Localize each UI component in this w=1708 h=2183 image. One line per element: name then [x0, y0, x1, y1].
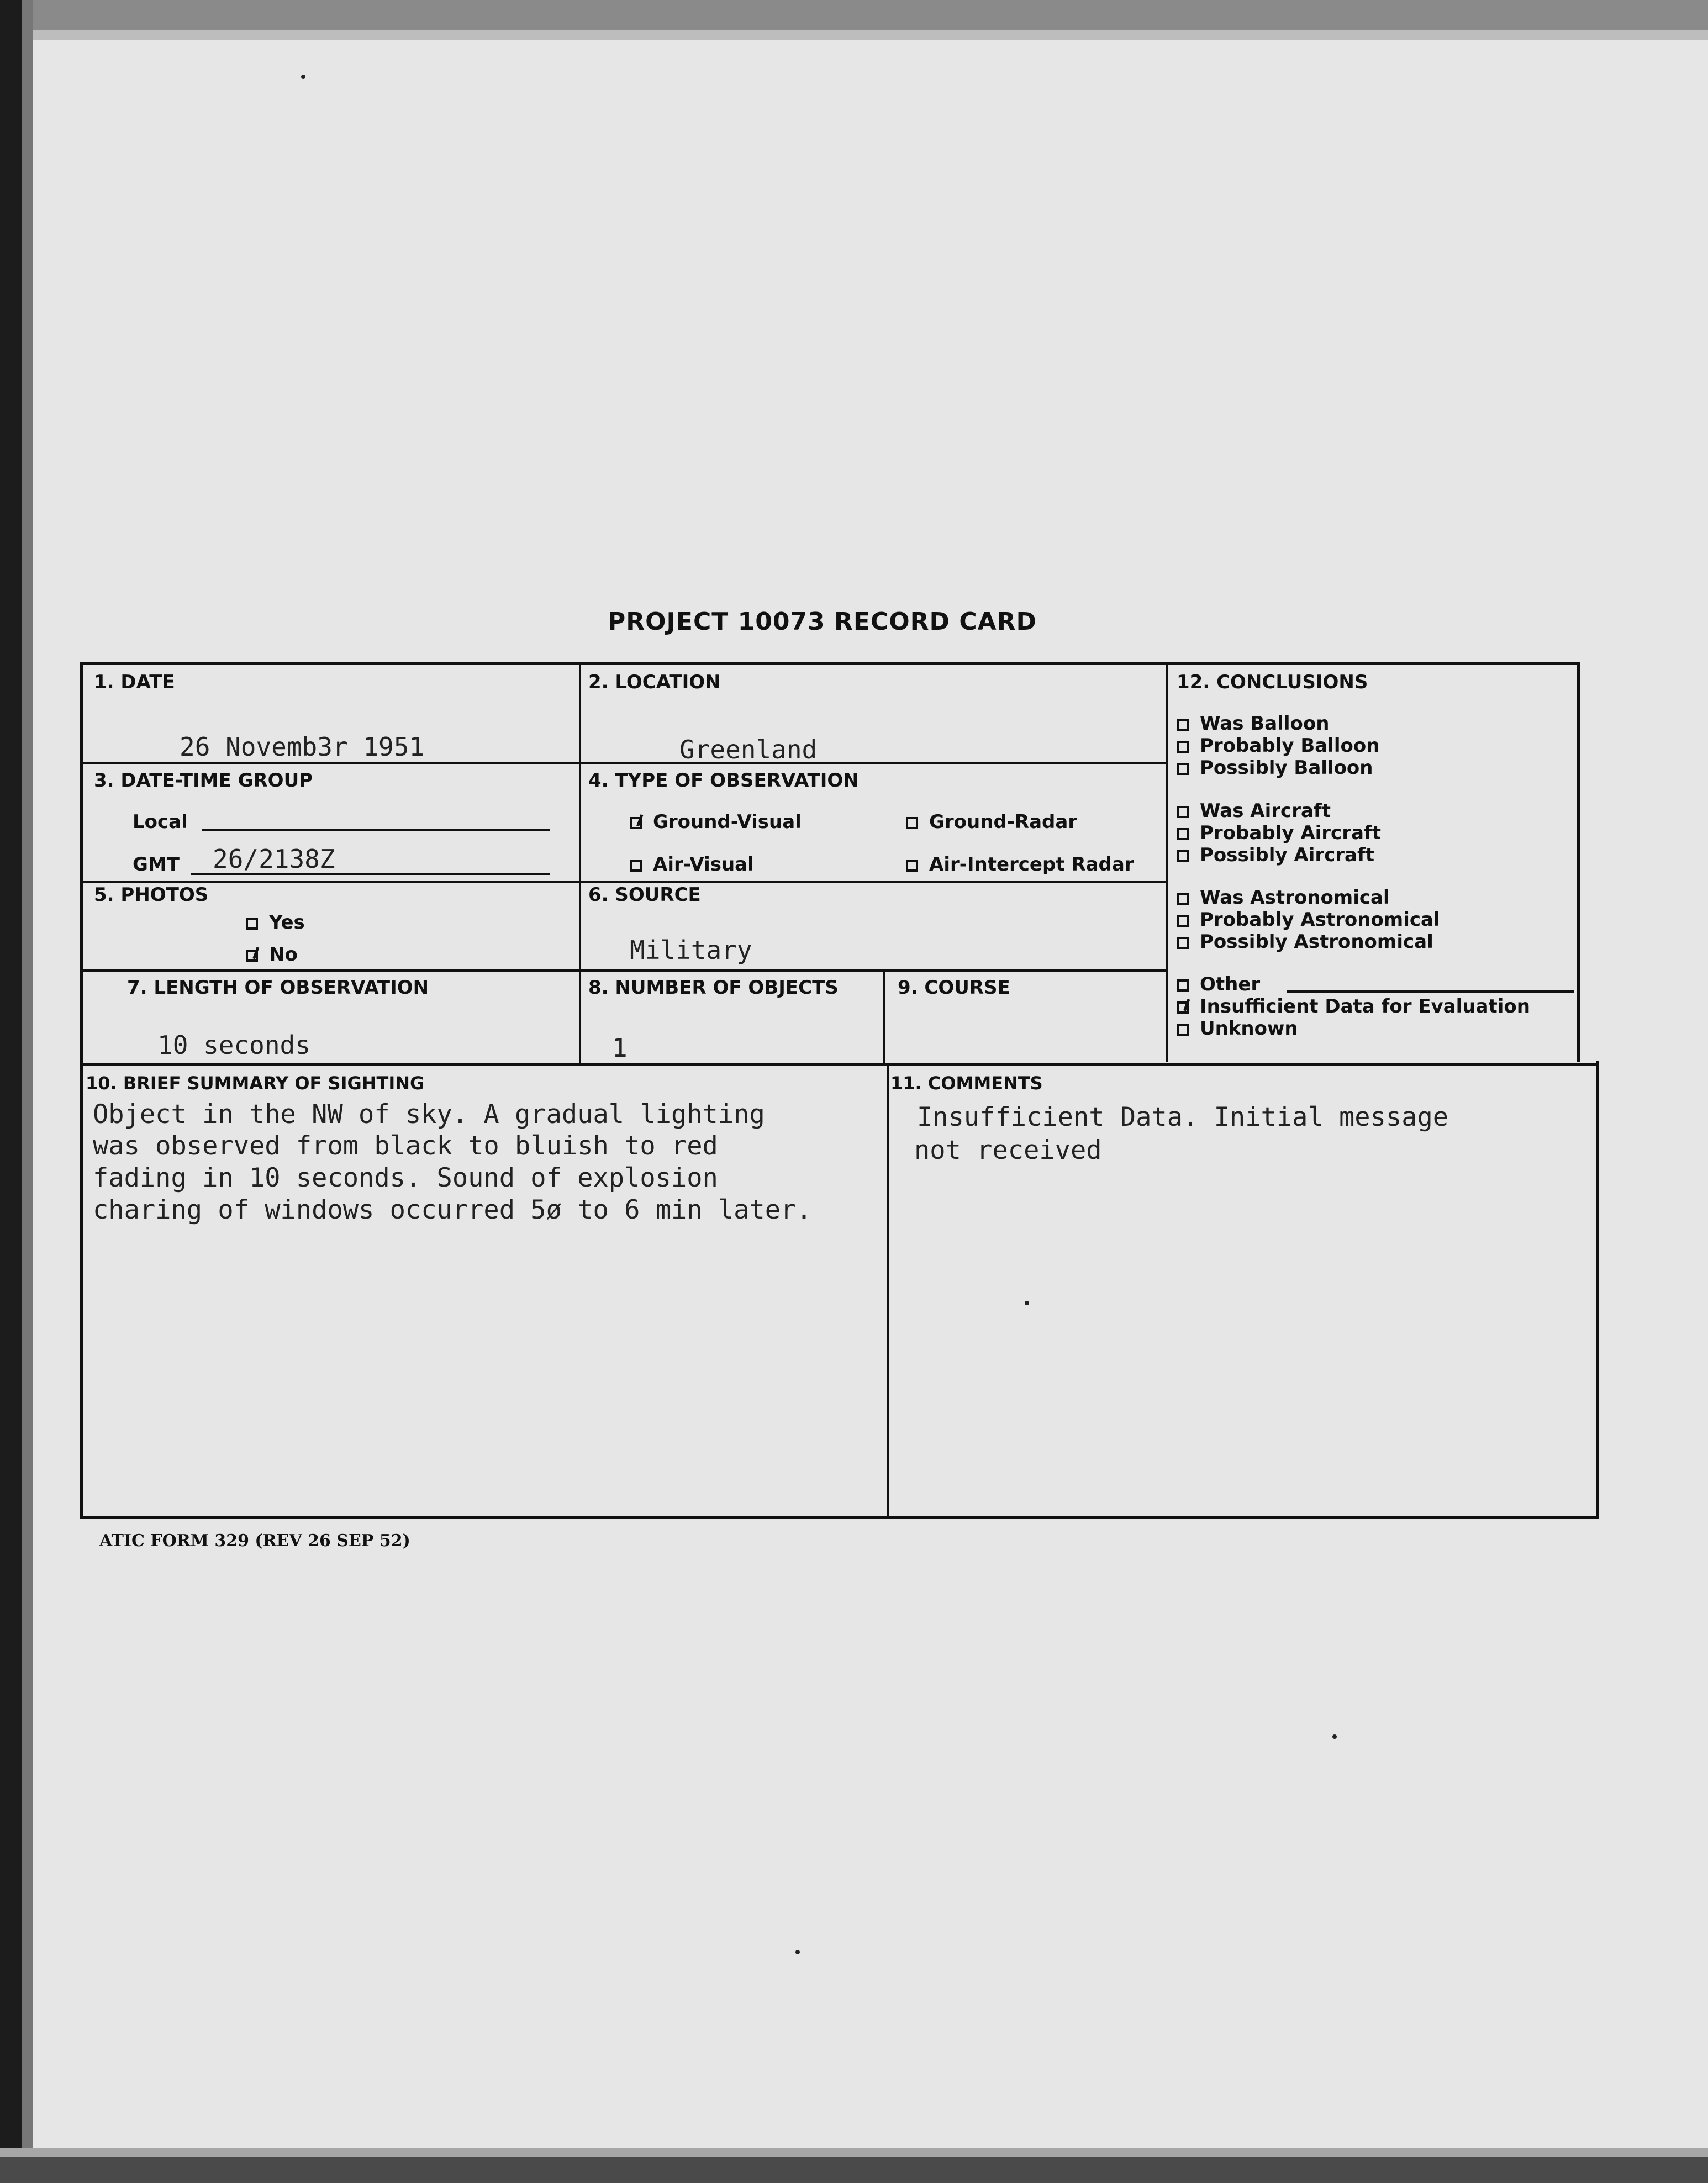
card-border-right-bottom [1596, 1061, 1599, 1519]
conclusion-was-astronomical [1177, 887, 1390, 909]
option-label: Possibly Astronomical [1200, 931, 1433, 953]
type-of-observation-label: 4. TYPE OF OBSERVATION [588, 769, 859, 792]
checkbox-possibly-balloon [1177, 763, 1189, 775]
comments-line: not received [914, 1135, 1102, 1166]
length-of-observation-value: 10 seconds [157, 1030, 310, 1060]
gmt-value: 26/2138Z [213, 844, 335, 874]
checkbox-probably-balloon [1177, 741, 1189, 753]
checkbox-ground-visual [630, 817, 642, 829]
option-label: No [269, 943, 298, 966]
card-border-right-top [1577, 662, 1580, 1062]
divider-col1-top [579, 662, 581, 1065]
option-label: Insufficient Data for Evaluation [1200, 995, 1530, 1017]
scan-speck [301, 75, 305, 79]
checkbox-unknown [1177, 1024, 1189, 1036]
conclusion-unknown [1177, 1017, 1298, 1040]
summary-line: was observed from black to bluish to red [93, 1131, 718, 1161]
location-label: 2. LOCATION [588, 671, 721, 693]
divider-conclusions [1166, 662, 1168, 1062]
conclusion-was-balloon [1177, 713, 1329, 735]
checkbox-insufficient-data [1177, 1001, 1189, 1014]
row-divider-2 [80, 881, 1167, 883]
date-time-group-label: 3. DATE-TIME GROUP [94, 769, 313, 792]
scan-edge-left [0, 0, 22, 2183]
option-photos-yes [246, 911, 305, 934]
course-label: 9. COURSE [898, 977, 1010, 999]
option-label: Other [1200, 973, 1261, 995]
checkbox-probably-aircraft [1177, 828, 1189, 840]
scan-speck [795, 1950, 800, 1954]
option-label: Was Aircraft [1200, 800, 1331, 822]
option-label: Air-Visual [653, 853, 754, 876]
summary-line: fading in 10 seconds. Sound of explosion [93, 1163, 718, 1193]
checkbox-photos-yes [246, 918, 258, 930]
option-label: Probably Balloon [1200, 735, 1380, 757]
option-label: Probably Aircraft [1200, 822, 1381, 844]
conclusion-probably-astronomical [1177, 909, 1440, 931]
scan-edge-bottom-shadow [0, 2148, 1708, 2157]
number-of-objects-value: 1 [612, 1033, 628, 1063]
option-air-intercept-radar [906, 853, 1134, 876]
row-divider-3 [80, 969, 1167, 972]
option-label: Was Balloon [1200, 713, 1330, 735]
card-title: PROJECT 10073 RECORD CARD [608, 608, 1037, 636]
other-field [1287, 990, 1574, 993]
conclusion-possibly-aircraft [1177, 844, 1374, 866]
checkbox-was-balloon [1177, 719, 1189, 731]
comments-label: 11. COMMENTS [890, 1073, 1043, 1094]
checkbox-ground-radar [906, 817, 918, 829]
conclusion-was-aircraft [1177, 800, 1331, 822]
row-divider-4 [80, 1063, 1599, 1066]
scan-edge-left-shadow [22, 0, 33, 2183]
scan-speck [1332, 1734, 1337, 1739]
number-of-objects-label: 8. NUMBER OF OBJECTS [588, 977, 839, 999]
scan-edge-top [0, 0, 1708, 30]
scan-edge-top-shadow [0, 30, 1708, 40]
option-label: Ground-Visual [653, 811, 802, 833]
summary-line: charing of windows occurred 5ø to 6 min later. [93, 1195, 812, 1225]
length-of-observation-label: 7. LENGTH OF OBSERVATION [127, 977, 429, 999]
checkbox-possibly-aircraft [1177, 850, 1189, 862]
checkbox-probably-astronomical [1177, 915, 1189, 927]
conclusion-probably-aircraft [1177, 822, 1381, 844]
option-label: Yes [269, 911, 305, 934]
form-id: ATIC FORM 329 (REV 26 SEP 52) [99, 1531, 410, 1551]
divider-summary-comments [887, 1063, 889, 1519]
card-border-bottom [80, 1516, 1599, 1519]
card-border-left [80, 662, 83, 1519]
conclusion-possibly-astronomical [1177, 931, 1433, 953]
checkbox-air-visual [630, 860, 642, 872]
option-air-visual [630, 853, 754, 876]
checkbox-other [1177, 979, 1189, 992]
conclusion-insufficient-data [1177, 995, 1530, 1017]
scan-speck [1025, 1301, 1029, 1305]
local-time-field [202, 829, 550, 831]
option-label: Possibly Balloon [1200, 757, 1373, 779]
checkbox-photos-no [246, 950, 258, 962]
checkbox-was-aircraft [1177, 806, 1189, 818]
conclusion-probably-balloon [1177, 735, 1379, 757]
date-label: 1. DATE [94, 671, 175, 693]
checkbox-was-astronomical [1177, 893, 1189, 905]
option-label: Air-Intercept Radar [929, 853, 1134, 876]
photos-label: 5. PHOTOS [94, 884, 209, 906]
conclusions-label: 12. CONCLUSIONS [1177, 671, 1368, 693]
option-label: Possibly Aircraft [1200, 844, 1375, 866]
summary-line: Object in the NW of sky. A gradual lighting [93, 1099, 765, 1130]
conclusion-other [1177, 973, 1260, 995]
row-divider-1 [80, 762, 1167, 764]
option-label: Probably Astronomical [1200, 909, 1440, 931]
source-label: 6. SOURCE [588, 884, 701, 906]
checkbox-possibly-astronomical [1177, 937, 1189, 949]
source-value: Military [630, 935, 752, 965]
option-ground-radar [906, 811, 1077, 833]
option-ground-visual [630, 811, 802, 833]
option-label: Unknown [1200, 1017, 1298, 1040]
brief-summary-label: 10. BRIEF SUMMARY OF SIGHTING [86, 1073, 425, 1094]
scan-edge-bottom [0, 2157, 1708, 2183]
location-value: Greenland [679, 735, 818, 764]
option-label: Was Astronomical [1200, 887, 1390, 909]
date-value: 26 Novemb3r 1951 [180, 732, 425, 762]
option-label: Ground-Radar [929, 811, 1078, 833]
divider-course [883, 972, 885, 1063]
conclusion-possibly-balloon [1177, 757, 1373, 779]
comments-line: Insufficient Data. Initial message [917, 1102, 1449, 1132]
option-photos-no [246, 943, 298, 966]
card-border-top [80, 662, 1580, 665]
gmt-label: GMT [133, 853, 180, 876]
local-time-label: Local [133, 811, 188, 833]
checkbox-air-intercept-radar [906, 860, 918, 872]
